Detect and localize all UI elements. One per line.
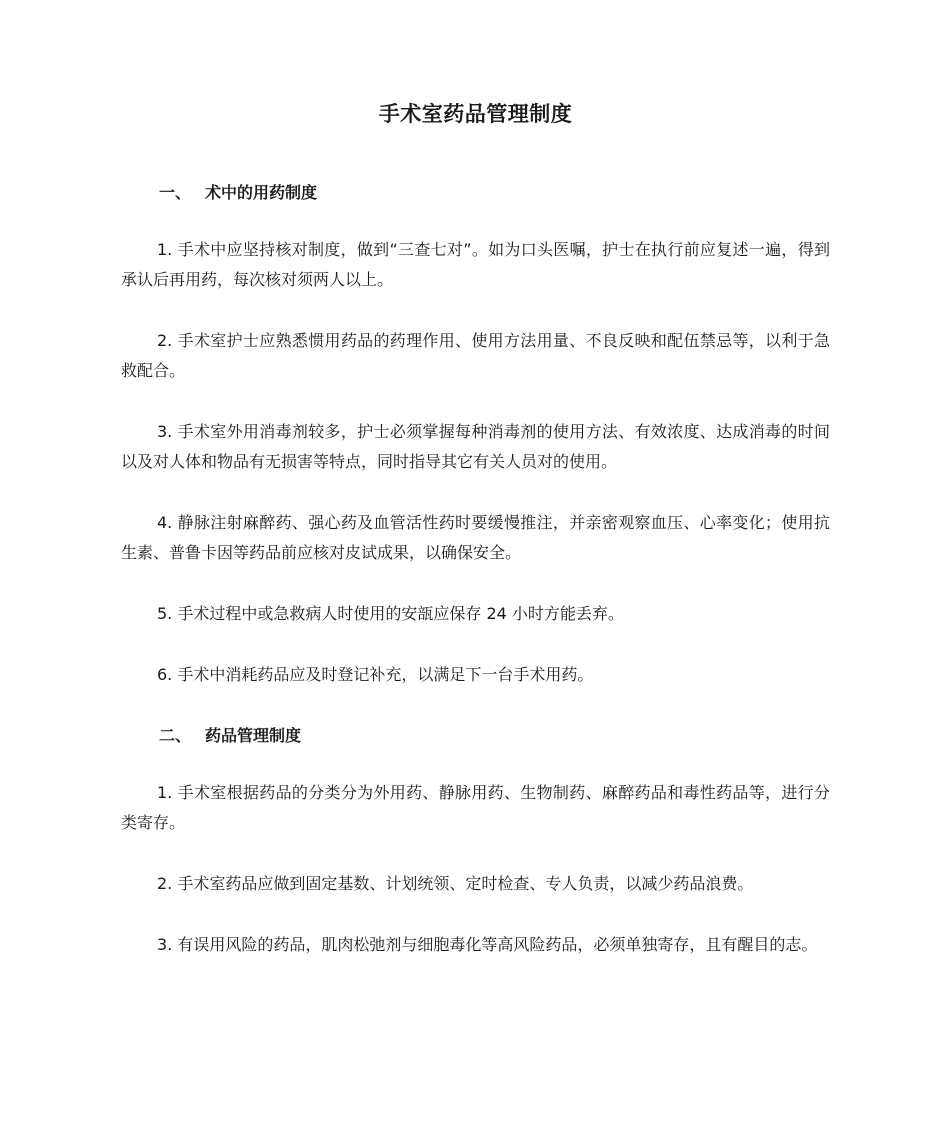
section-drug-management	[121, 721, 830, 960]
section-number: 一、	[159, 183, 192, 202]
section-intraoperative-medication	[121, 178, 830, 690]
paragraph: 2. 手术室护士应熟悉惯用药品的药理作用、使用方法用量、不良反映和配伍禁忌等，以利于急救配合。	[121, 331, 830, 380]
section-title: 药品管理制度	[205, 726, 302, 745]
paragraph: 2. 手术室药品应做到固定基数、计划统领、定时检查、专人负责，以减少药品浪费。	[157, 874, 754, 893]
section-heading	[159, 721, 830, 751]
paragraph: 1. 手术室根据药品的分类分为外用药、静脉用药、生物制药、麻醉药品和毒性药品等，进行分类寄存。	[121, 783, 830, 832]
section-heading	[159, 178, 830, 208]
paragraph: 6. 手术中消耗药品应及时登记补充，以满足下一台手术用药。	[157, 665, 594, 684]
paragraph: 3. 手术室外用消毒剂较多，护士必须掌握每种消毒剂的使用方法、有效浓度、达成消毒的时间以及对人体和物品有无损害等特点，同时指导其它有关人员对的使用。	[121, 422, 830, 471]
section-number: 二、	[159, 726, 192, 745]
paragraph: 4. 静脉注射麻醉药、强心药及血管活性药时要缓慢推注，并亲密观察血压、心率变化；使用抗生素、普鲁卡因等药品前应核对皮试成果，以确保安全。	[121, 513, 830, 562]
paragraph: 3. 有误用风险的药品，肌肉松弛剂与细胞毒化等高风险药品，必须单独寄存，且有醒目的志。	[157, 935, 818, 954]
paragraph: 1. 手术中应坚持核对制度，做到“三查七对”。如为口头医嘱，护士在执行前应复述一遍，得到承认后再用药，每次核对须两人以上。	[121, 240, 830, 289]
document-title: 手术室药品管理制度	[378, 102, 573, 126]
section-title: 术中的用药制度	[205, 183, 318, 202]
paragraph: 5. 手术过程中或急救病人时使用的安瓿应保存 24 小时方能丢弃。	[157, 604, 624, 623]
